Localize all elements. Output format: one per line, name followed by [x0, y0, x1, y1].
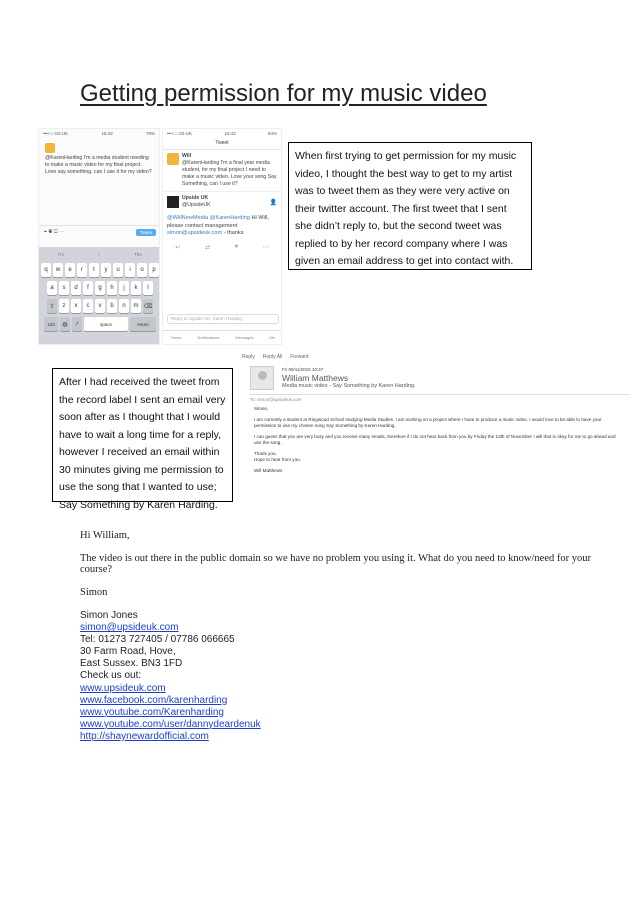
tweet-compose-screenshot [38, 128, 160, 345]
onscreen-keyboard [39, 247, 160, 345]
tweet-button: Tweet [136, 229, 156, 236]
status-bar: •••○○ O2-UK 16:42 78% [43, 131, 155, 136]
keyboard-suggestions: I'm I The [58, 251, 142, 257]
upside-avatar [167, 196, 179, 208]
keyboard-row-1: q w e r t y u i o p [41, 263, 159, 277]
twitter-explanation-box: When first trying to get permission for my music video, I thought the best way to get to my artist was to tweet them as they were very active on their twitter account. The first tweet that I sent she didn’t reply to, but the second tweet was replied to by her record company where I was given an email address to get into contact with. [288, 142, 532, 270]
sent-email-screenshot [238, 352, 630, 490]
tweet-reply: Upside UK @UpsideUK 👤 @WillNewMedia @KarenHarding Hi Will, please contact management simon@upsideuk.com - thanks [167, 195, 277, 236]
tweet-draft-text: @KarenHarding I'm a media student needing to make a music video for my final project. Love say something, can I use it for my video? [45, 155, 152, 175]
location-icon: ⌖ ◉ ▢ ⋯ [44, 229, 65, 235]
link-upsideuk[interactable]: www.upsideuk.com [80, 682, 166, 694]
link-shayneward[interactable]: http://shaynewardofficial.com [80, 730, 209, 742]
compose-toolbar [39, 225, 160, 239]
email-signature: Simon Jones simon@upsideuk.com Tel: 01273 727405 / 07786 066665 30 Farm Road, Hove, East Sussex. BN3 1FD Check us out: www.upsideuk.com www.facebook.com/karenharding www.youtube.com/Karenharding www.youtube.com/user/dannydeardenuk http://shaynewardofficial.com [80, 610, 261, 742]
reply-message: The video is out there in the public domain so we have no problem you using it. What do you need to know/need for your course? [80, 553, 591, 575]
email-subject: Media music video - Say Something by Karen Harding. [282, 383, 416, 389]
email-explanation-box: After I had received the tweet from the record label I sent an email very soon after as I thought that I would have to wait a long time for a reply, however I received an email within 30 minutes giving me permission to use the song that I wanted to use; Say Something by Karen Harding. [52, 368, 233, 502]
reply-email [80, 530, 620, 743]
email-header: Fri 06/11/2015 10:47 William Matthews Media music video - Say Something by Karen Harding. [250, 366, 416, 390]
shift-icon: ⇧ [47, 299, 57, 313]
keyboard-row-3: ⇧ z x c v b n m ⌫ [41, 299, 159, 313]
sender-name: William Matthews [282, 373, 349, 383]
link-youtube-danny[interactable]: www.youtube.com/user/dannydeardenuk [80, 718, 261, 730]
keyboard-row-4: 123 ◍ ♪ space return [41, 317, 159, 331]
signature-email-link[interactable]: simon@upsideuk.com [80, 622, 179, 634]
email-body: Simon, I am currently a student at Ringwood School studying Media Studies. I am working on a project where I have to produce a music video. I would love to be able to have your permission to use my chosen song Say Something by Karen Harding. I can guess that you are very busy and you receive many emails, therefore if I do not hear back from you by Friday the 13th of November I will that is okay for me to go ahead and use the song. Thank you, Hope to hear from you. Will Matthews [254, 406, 616, 473]
keyboard-row-2: a s d f g h j k l [41, 281, 159, 295]
tweet-original: Will @KarenHarding I'm a final year media student, for my final project I need to make a music video. Love your song Say Something, can I use it? [163, 150, 281, 192]
link-facebook[interactable]: www.facebook.com/karenharding [80, 694, 228, 706]
avatar [167, 153, 179, 165]
retweet-icon: ⇄ [204, 244, 210, 251]
status-bar: •••○○ O2-UK 16:42 84% [167, 131, 277, 136]
tweet-actions [163, 241, 281, 254]
tweet-reply-screenshot [162, 128, 282, 345]
reply-signoff: Simon [80, 587, 108, 598]
reply-icon: ↩ [175, 244, 181, 251]
email-to: To: simon@upsideuk.com [250, 394, 630, 402]
user-avatar [45, 143, 55, 153]
tweet-nav-bar: Tweet [163, 138, 281, 150]
globe-icon: ◍ [60, 317, 70, 331]
reply-greeting: Hi William, [80, 530, 130, 541]
follow-icon: 👤 [269, 199, 277, 206]
mic-icon: ♪ [72, 317, 82, 331]
sender-avatar-icon [250, 366, 274, 390]
more-icon: ⋯ [262, 244, 269, 251]
like-icon: ♥ [234, 243, 239, 250]
backspace-icon: ⌫ [143, 299, 153, 313]
link-youtube-karen[interactable]: www.youtube.com/Karenharding [80, 706, 224, 718]
page-title: Getting permission for my music video [80, 80, 487, 107]
email-actions: Reply Reply All Forward [242, 354, 309, 360]
tab-bar: Home Notifications Messages Me [163, 330, 282, 344]
reply-input: Reply to Upside UK, Karen Harding [167, 314, 279, 324]
